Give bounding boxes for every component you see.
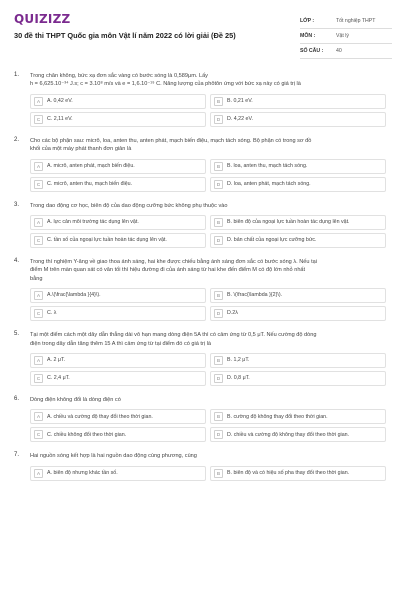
option-letter-box: B [214, 412, 223, 421]
question-text-line: Hai nguồn sóng kết hợp là hai nguồn dao động cùng phương, cùng [30, 453, 197, 460]
question-text-line: Trong thí nghiệm Y-âng về giao thoa ánh sáng, hai khe được chiếu bằng ánh sáng đơn sắc có bước sóng λ. Nếu tại [30, 259, 317, 266]
option-text: A. chiều và cường độ thay đổi theo thời gian. [47, 413, 153, 420]
question-text [30, 137, 380, 154]
question-text [30, 202, 380, 210]
answer-option-a[interactable] [30, 409, 206, 424]
option-text: B. 1,2 μT. [227, 357, 250, 364]
option-letter-box: B [214, 218, 223, 227]
answer-option-b[interactable] [210, 288, 386, 303]
question-number: 6. [14, 396, 20, 403]
meta-label: LỚP : [300, 18, 315, 24]
question-text-line: bằng [30, 275, 43, 282]
option-letter-box: C [34, 180, 43, 189]
option-letter-box: A [34, 412, 43, 421]
option-letter-box: A [34, 162, 43, 171]
option-text: B. 0,21 eV. [227, 98, 253, 105]
option-text: C. tần số của ngoại lực tuần hoàn tác dụng lên vật. [47, 237, 167, 244]
option-letter-box: C [34, 115, 43, 124]
option-letter-box: A [34, 218, 43, 227]
option-letter-box: B [214, 356, 223, 365]
option-text: C. 2,4 μT. [47, 375, 70, 382]
question-text [30, 258, 380, 283]
option-letter-box: C [34, 374, 43, 383]
option-text: C. λ [47, 310, 57, 317]
answer-option-b[interactable] [210, 94, 386, 109]
question-text [30, 396, 380, 404]
option-letter-box: C [34, 236, 43, 245]
meta-table [300, 14, 392, 59]
meta-value: 40 [336, 48, 342, 54]
question-item [0, 137, 400, 192]
answer-option-d[interactable] [210, 233, 386, 248]
question-text-line: Trong chân không, bức xạ đơn sắc vàng có bước sóng là 0,589μm. Lấy [30, 73, 208, 79]
answer-option-b[interactable] [210, 159, 386, 174]
answer-option-a[interactable] [30, 159, 206, 174]
option-text: A. biên độ nhưng khác tần số. [47, 470, 118, 477]
meta-value: Tốt nghiệp THPT [336, 18, 376, 24]
question-number: 2. [14, 136, 20, 143]
answer-option-d[interactable] [210, 306, 386, 321]
answer-option-d[interactable] [210, 427, 386, 442]
option-text: B. loa, anten thu, mạch tách sóng. [227, 162, 308, 169]
option-letter-box: D [214, 309, 223, 318]
answer-option-a[interactable] [30, 215, 206, 230]
question-item [0, 72, 400, 127]
option-letter-box: B [214, 97, 223, 106]
question-item [0, 331, 400, 386]
option-text: C. micrô, anten thu, mạch biến điệu. [47, 180, 133, 187]
question-number: 1. [14, 72, 20, 78]
answer-options [30, 409, 386, 442]
option-letter-box: C [34, 309, 43, 318]
option-text: D. 4,22 eV. [227, 116, 254, 123]
answer-option-b[interactable] [210, 466, 386, 481]
answer-options [30, 288, 386, 321]
option-letter-box: D [214, 236, 223, 245]
option-text: A.\(\frac{\lambda }{4}\). [47, 292, 101, 299]
option-letter-box: D [214, 180, 223, 189]
answer-option-d[interactable] [210, 177, 386, 192]
option-text: A. 2 μT. [47, 357, 66, 364]
option-text: D. loa, anten phát, mạch tách sóng. [227, 180, 311, 187]
option-letter-box: C [34, 430, 43, 439]
option-letter-box: B [214, 291, 223, 300]
option-text: D. 0,8 μT. [227, 375, 250, 382]
answer-option-c[interactable] [30, 371, 206, 386]
meta-label: MÔN : [300, 33, 316, 39]
option-text: D. bản chất của ngoại lực cưỡng bức. [227, 237, 317, 244]
answer-option-d[interactable] [210, 112, 386, 127]
question-text-line: Trong dao động cơ học, biên độ của dao động cưỡng bức không phụ thuộc vào [30, 202, 228, 209]
meta-row [300, 44, 392, 59]
option-text: D.2λ [227, 310, 238, 317]
option-letter-box: A [34, 356, 43, 365]
answer-option-c[interactable] [30, 233, 206, 248]
question-number: 5. [14, 331, 20, 338]
option-text: B. \(\frac{\lambda }{2}\). [227, 292, 283, 299]
answer-option-b[interactable] [210, 409, 386, 424]
answer-options [30, 94, 386, 127]
answer-option-c[interactable] [30, 427, 206, 442]
option-text: B. biên độ của ngoại lực tuần hoàn tác dụng lên vật. [227, 219, 350, 226]
option-letter-box: A [34, 97, 43, 106]
question-item [0, 258, 400, 321]
answer-options [30, 466, 386, 481]
page-header [0, 0, 400, 64]
answer-option-a[interactable] [30, 288, 206, 303]
question-item [0, 202, 400, 248]
page-title: 30 đề thi THPT Quốc gia môn Vật lí năm 2022 có lời giải (Đề 25) [14, 31, 236, 40]
option-letter-box: B [214, 162, 223, 171]
question-number: 4. [14, 258, 20, 265]
answer-option-c[interactable] [30, 177, 206, 192]
answer-option-c[interactable] [30, 112, 206, 127]
question-text [30, 452, 380, 460]
question-list [0, 72, 400, 491]
answer-options [30, 159, 386, 192]
answer-option-b[interactable] [210, 215, 386, 230]
option-text: B. cường độ không thay đổi theo thời gian. [227, 413, 328, 420]
meta-row [300, 14, 392, 29]
question-text-line: khối của một máy phát thanh đơn giản là [30, 146, 132, 153]
question-text-line: Cho các bộ phận sau: micrô, loa, anten thu, anten phát, mạch biến điệu, mạch tách sóng. Bộ phận có trong sơ đồ [30, 137, 312, 144]
answer-option-a[interactable] [30, 94, 206, 109]
question-item [0, 396, 400, 442]
answer-option-c[interactable] [30, 306, 206, 321]
option-text: A. lực cản môi trường tác dụng lên vật. [47, 219, 139, 226]
question-text-line: Dòng điện không đổi là dòng điện có [30, 397, 121, 404]
question-text-line: h = 6,625.10⁻³⁴ J.s; c = 3.10⁸ m/s và e = 1,6.10⁻¹⁹ C. Năng lượng của phôtôn ứng với bức xạ này có giá trị là [30, 81, 301, 88]
option-text: A. 0,42 eV. [47, 98, 73, 105]
meta-row [300, 29, 392, 44]
question-text [30, 72, 380, 89]
option-text: C. chiều không đổi theo thời gian. [47, 431, 127, 438]
option-text: A. micrô, anten phát, mạch biến điệu. [47, 162, 135, 169]
question-number: 3. [14, 201, 20, 208]
answer-option-d[interactable] [210, 371, 386, 386]
question-text-line: điện trong dây dẫn tăng thêm 15 A thì cảm ứng từ tại điểm đó có giá trị là [30, 340, 212, 347]
answer-option-a[interactable] [30, 466, 206, 481]
meta-label: SỐ CÂU : [300, 48, 324, 54]
option-text: C. 2,11 eV. [47, 116, 73, 123]
question-item [0, 452, 400, 480]
answer-option-b[interactable] [210, 353, 386, 368]
answer-options [30, 215, 386, 248]
option-letter-box: D [214, 374, 223, 383]
answer-options [30, 353, 386, 386]
option-letter-box: D [214, 115, 223, 124]
option-text: B. biên độ và có hiệu số pha thay đổi theo thời gian. [227, 470, 350, 477]
option-letter-box: B [214, 469, 223, 478]
question-text-line: điểm M trên màn quan sát có vân tối thì hiệu đường đi của ánh sáng từ hai khe đến điểm M có độ lớn nhỏ nhất [30, 267, 306, 274]
answer-option-a[interactable] [30, 353, 206, 368]
question-text-line: Tại một điểm cách một dây dẫn thẳng dài vô hạn mang dòng điện 5A thì có cảm ứng từ 0,5 μT. Nếu cường độ dòng [30, 332, 317, 339]
quizizz-logo: QUIZIZZ [14, 12, 71, 26]
option-letter-box: A [34, 291, 43, 300]
question-text [30, 331, 380, 348]
question-number: 7. [14, 452, 20, 459]
option-letter-box: A [34, 469, 43, 478]
option-text: D. chiều và cường độ không thay đổi theo thời gian. [227, 431, 350, 438]
meta-value: Vật lý [336, 33, 349, 39]
option-letter-box: D [214, 430, 223, 439]
